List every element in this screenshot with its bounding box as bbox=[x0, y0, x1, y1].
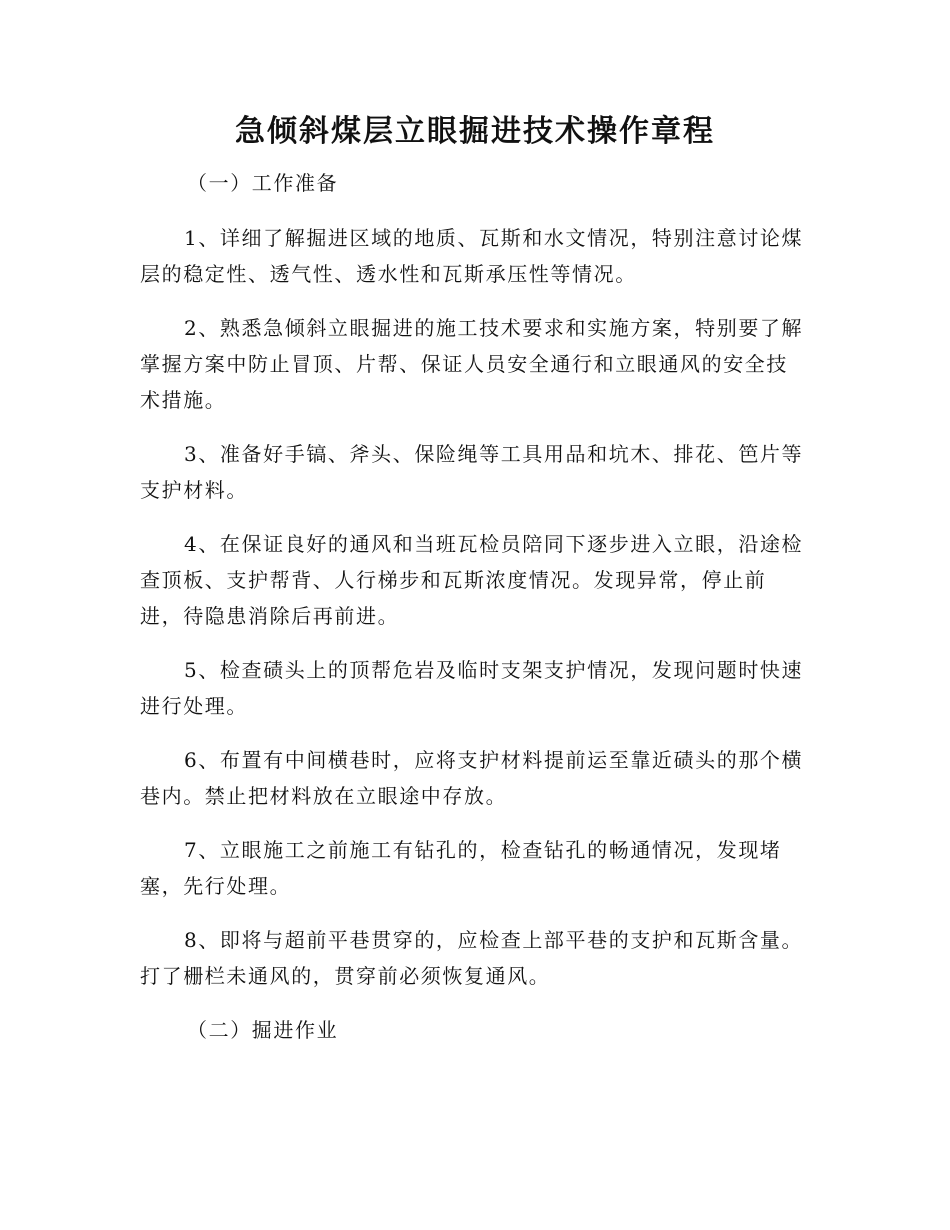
paragraph-line: 术措施。 bbox=[140, 388, 227, 412]
paragraph-line: 进，待隐患消除后再前进。 bbox=[140, 604, 400, 628]
paragraph-line: 层的稳定性、透气性、透水性和瓦斯承压性等情况。 bbox=[140, 262, 637, 286]
paragraph-6 bbox=[140, 742, 810, 814]
paragraph-line: 3、准备好手镐、斧头、保险绳等工具用品和坑木、排花、笆片等 bbox=[184, 442, 804, 466]
paragraph-line: 4、在保证良好的通风和当班瓦检员陪同下逐步进入立眼，沿途检 bbox=[184, 532, 804, 556]
paragraph-line: 打了栅栏未通风的，贯穿前必须恢复通风。 bbox=[140, 964, 551, 988]
document-title: 急倾斜煤层立眼掘进技术操作章程 bbox=[235, 114, 715, 149]
paragraph-7 bbox=[140, 832, 810, 904]
section-heading-preparation: （一）工作准备 bbox=[187, 171, 339, 195]
paragraph-line: 8、即将与超前平巷贯穿的，应检查上部平巷的支护和瓦斯含量。 bbox=[184, 928, 804, 952]
paragraph-2 bbox=[140, 310, 810, 418]
paragraph-1 bbox=[140, 220, 810, 292]
paragraph-3 bbox=[140, 436, 810, 508]
paragraph-line: 6、布置有中间横巷时，应将支护材料提前运至靠近碛头的那个横 bbox=[184, 748, 804, 772]
paragraph-line: 塞，先行处理。 bbox=[140, 874, 292, 898]
paragraph-5 bbox=[140, 652, 810, 724]
paragraph-line: 巷内。禁止把材料放在立眼途中存放。 bbox=[140, 784, 508, 808]
paragraph-line: 1、详细了解掘进区域的地质、瓦斯和水文情况，特别注意讨论煤 bbox=[184, 226, 804, 250]
paragraph-8 bbox=[140, 922, 810, 994]
paragraph-line: 5、检查碛头上的顶帮危岩及临时支架支护情况，发现问题时快速 bbox=[184, 658, 804, 682]
paragraph-line: 7、立眼施工之前施工有钻孔的，检查钻孔的畅通情况，发现堵 bbox=[184, 838, 782, 862]
paragraph-line: 2、熟悉急倾斜立眼掘进的施工技术要求和实施方案，特别要了解 bbox=[184, 316, 804, 340]
paragraph-line: 掌握方案中防止冒顶、片帮、保证人员安全通行和立眼通风的安全技 bbox=[140, 352, 788, 376]
paragraph-line: 支护材料。 bbox=[140, 478, 248, 502]
paragraph-line: 查顶板、支护帮背、人行梯步和瓦斯浓度情况。发现异常，停止前 bbox=[140, 568, 767, 592]
paragraph-line: 进行处理。 bbox=[140, 694, 248, 718]
paragraph-4 bbox=[140, 526, 810, 634]
section-heading-excavation: （二）掘进作业 bbox=[187, 1018, 339, 1042]
